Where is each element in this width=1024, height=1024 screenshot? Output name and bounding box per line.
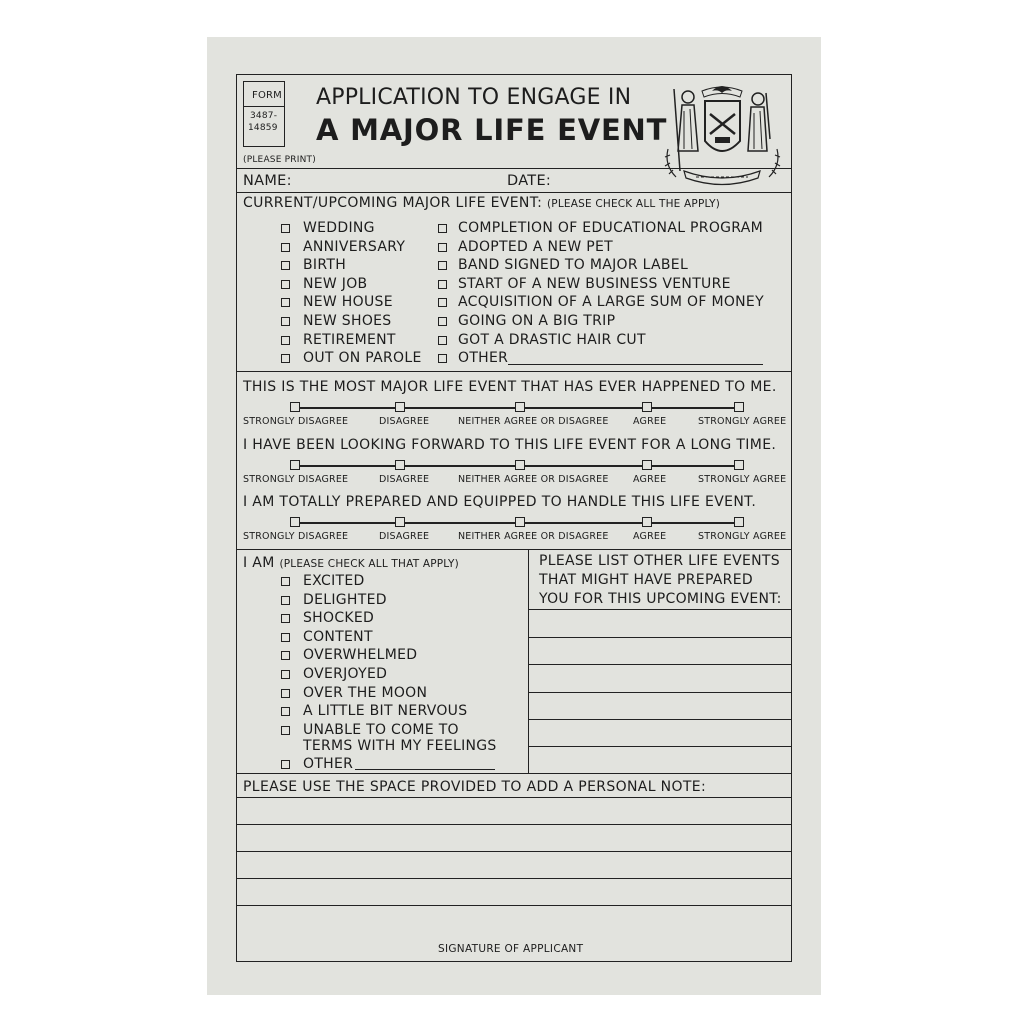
scale-label: AGREE <box>633 474 667 485</box>
event-option-label: GOING ON A BIG TRIP <box>458 313 616 329</box>
writing-line[interactable] <box>236 824 792 825</box>
checkbox[interactable] <box>281 280 290 289</box>
feeling-option-label: CONTENT <box>303 628 373 645</box>
events-heading-note: (PLEASE CHECK ALL THE APPLY) <box>546 198 721 210</box>
checkbox[interactable] <box>281 689 290 698</box>
writing-line[interactable] <box>528 692 792 693</box>
feeling-option-label: OVER THE MOON <box>303 684 428 701</box>
checkbox[interactable] <box>281 670 290 679</box>
scale-checkbox[interactable] <box>515 402 525 412</box>
event-option-label: RETIREMENT <box>303 331 396 348</box>
feeling-option-label: SHOCKED <box>303 610 375 627</box>
writing-line[interactable] <box>236 905 792 906</box>
writing-line[interactable] <box>236 878 792 879</box>
feelings-heading-text: I AM <box>243 555 275 571</box>
name-label: NAME: <box>243 173 292 189</box>
event-option-label: OTHER <box>458 350 509 367</box>
writing-line[interactable] <box>528 719 792 720</box>
checkbox[interactable] <box>438 298 447 307</box>
other-events-line2: THAT MIGHT HAVE PREPARED <box>539 572 753 588</box>
checkbox[interactable] <box>438 224 447 233</box>
scale-label: NEITHER AGREE OR DISAGREE <box>458 474 609 485</box>
other-events-line1: PLEASE LIST OTHER LIFE EVENTS <box>539 553 780 569</box>
event-option-label: COMPLETION OF EDUCATIONAL PROGRAM <box>458 220 764 236</box>
checkbox[interactable] <box>281 317 290 326</box>
checkbox[interactable] <box>281 577 290 586</box>
other-events-line3: YOU FOR THIS UPCOMING EVENT: <box>539 591 782 607</box>
scale-label: DISAGREE <box>379 531 430 542</box>
checkbox[interactable] <box>281 298 290 307</box>
scale-label: STRONGLY AGREE <box>698 416 787 427</box>
feeling-option-label: UNABLE TO COME TO <box>303 721 459 738</box>
scale-checkbox[interactable] <box>515 460 525 470</box>
checkbox[interactable] <box>281 596 290 605</box>
feelings-other-line[interactable] <box>355 769 495 770</box>
event-option-label: BAND SIGNED TO MAJOR LABEL <box>458 257 689 274</box>
feeling-option-label: OTHER <box>303 756 354 773</box>
statement-text: THIS IS THE MOST MAJOR LIFE EVENT THAT HAS EVER HAPPENED TO ME. <box>243 379 777 395</box>
signature-label: SIGNATURE OF APPLICANT <box>438 943 584 955</box>
date-label: DATE: <box>507 173 552 189</box>
writing-line[interactable] <box>528 637 792 638</box>
scale-label: STRONGLY AGREE <box>698 531 787 542</box>
scale-label: AGREE <box>633 531 667 542</box>
checkbox[interactable] <box>281 760 290 769</box>
feelings-heading <box>243 555 459 571</box>
writing-line[interactable] <box>528 746 792 747</box>
event-option-label: NEW SHOES <box>303 313 392 329</box>
scale-checkbox[interactable] <box>734 460 744 470</box>
event-option-label: GOT A DRASTIC HAIR CUT <box>458 331 646 348</box>
checkbox[interactable] <box>438 336 447 345</box>
scale-checkbox[interactable] <box>515 517 525 527</box>
checkbox[interactable] <box>281 726 290 735</box>
scale-checkbox[interactable] <box>290 402 300 412</box>
scale-checkbox[interactable] <box>290 460 300 470</box>
statement-text: I HAVE BEEN LOOKING FORWARD TO THIS LIFE EVENT FOR A LONG TIME. <box>243 437 777 453</box>
scale-checkbox[interactable] <box>734 402 744 412</box>
statement-text: I AM TOTALLY PREPARED AND EQUIPPED TO HANDLE THIS LIFE EVENT. <box>243 494 757 510</box>
scale-label: NEITHER AGREE OR DISAGREE <box>458 531 609 542</box>
checkbox[interactable] <box>438 243 447 252</box>
checkbox[interactable] <box>438 317 447 326</box>
scale-label: STRONGLY DISAGREE <box>243 416 349 427</box>
checkbox[interactable] <box>438 354 447 363</box>
writing-line[interactable] <box>528 664 792 665</box>
form-label: FORM <box>252 90 282 101</box>
form-number-line1: 3487- <box>250 111 278 121</box>
checkbox[interactable] <box>281 224 290 233</box>
event-option-label: ACQUISITION OF A LARGE SUM OF MONEY <box>458 294 764 311</box>
scale-label: DISAGREE <box>379 416 430 427</box>
checkbox[interactable] <box>438 280 447 289</box>
scale-checkbox[interactable] <box>642 402 652 412</box>
writing-line[interactable] <box>236 797 792 798</box>
scale-label: STRONGLY AGREE <box>698 474 787 485</box>
event-option-label: START OF A NEW BUSINESS VENTURE <box>458 275 731 292</box>
writing-line[interactable] <box>236 851 792 852</box>
scale-checkbox[interactable] <box>642 460 652 470</box>
event-option-label: NEW JOB <box>303 275 368 292</box>
scale-checkbox[interactable] <box>395 460 405 470</box>
date-field[interactable] <box>556 171 786 190</box>
other-event-line[interactable] <box>508 364 763 365</box>
event-option-label: WEDDING <box>303 220 375 236</box>
scale-label: AGREE <box>633 416 667 427</box>
scale-label: STRONGLY DISAGREE <box>243 531 349 542</box>
event-option-label: BIRTH <box>303 257 347 274</box>
scale-checkbox[interactable] <box>395 517 405 527</box>
checkbox[interactable] <box>281 633 290 642</box>
scale-label: STRONGLY DISAGREE <box>243 474 349 485</box>
checkbox[interactable] <box>438 261 447 270</box>
feeling-option-label: OVERWHELMED <box>303 647 418 664</box>
scale-checkbox[interactable] <box>395 402 405 412</box>
scale-checkbox[interactable] <box>642 517 652 527</box>
feelings-heading-note: (PLEASE CHECK ALL THAT APPLY) <box>279 558 459 570</box>
feeling-option-label: DELIGHTED <box>303 591 387 608</box>
event-option-label: OUT ON PAROLE <box>303 350 422 367</box>
please-print-note: (PLEASE PRINT) <box>243 155 316 165</box>
form-number-line2: 14859 <box>248 123 278 133</box>
checkbox[interactable] <box>281 243 290 252</box>
checkbox[interactable] <box>281 707 290 716</box>
checkbox[interactable] <box>281 651 290 660</box>
event-option-label: NEW HOUSE <box>303 294 393 311</box>
page-title: A MAJOR LIFE EVENT <box>316 113 668 147</box>
event-option-label: ADOPTED A NEW PET <box>458 238 614 255</box>
checkbox[interactable] <box>281 336 290 345</box>
checkbox[interactable] <box>281 261 290 270</box>
writing-line[interactable] <box>528 609 792 610</box>
personal-note-heading: PLEASE USE THE SPACE PROVIDED TO ADD A PERSONAL NOTE: <box>243 779 707 795</box>
feeling-option-label: OVERJOYED <box>303 666 388 682</box>
feelings-option-continuation: TERMS WITH MY FEELINGS <box>303 738 497 754</box>
checkbox[interactable] <box>281 354 290 363</box>
events-heading <box>243 195 720 211</box>
scale-checkbox[interactable] <box>734 517 744 527</box>
events-heading-text: CURRENT/UPCOMING MAJOR LIFE EVENT: <box>243 195 543 211</box>
checkbox[interactable] <box>281 614 290 623</box>
event-option-label: ANNIVERSARY <box>303 238 406 255</box>
scale-checkbox[interactable] <box>290 517 300 527</box>
feeling-option-label: EXCITED <box>303 573 365 589</box>
name-field[interactable] <box>292 171 502 190</box>
scale-label: DISAGREE <box>379 474 430 485</box>
title-line1: APPLICATION TO ENGAGE IN <box>316 85 632 110</box>
feeling-option-label: A LITTLE BIT NERVOUS <box>303 703 468 720</box>
scale-label: NEITHER AGREE OR DISAGREE <box>458 416 609 427</box>
